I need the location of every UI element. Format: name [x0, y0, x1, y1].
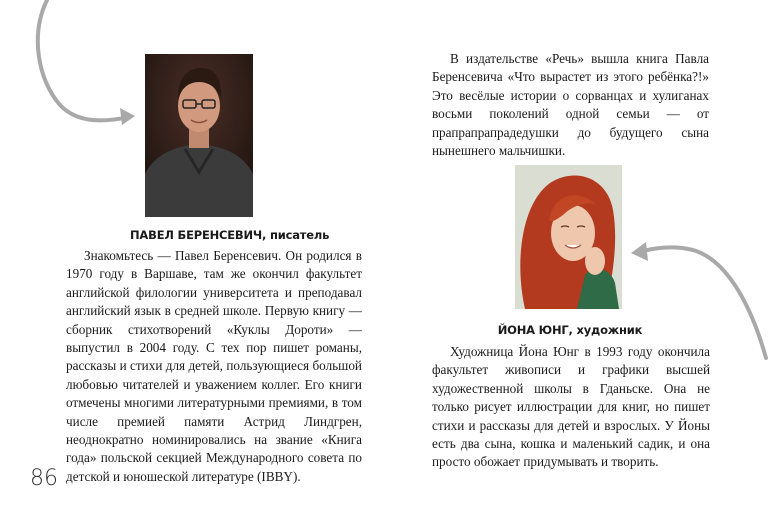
author-photo — [145, 54, 253, 217]
curved-arrow-icon — [20, 0, 140, 135]
illustrator-name: ЙОНА ЮНГ, — [497, 323, 573, 337]
author-role: писатель — [270, 228, 330, 242]
page-number: 86 — [30, 466, 58, 491]
author-bio: Знакомьтесь — Павел Беренсевич. Он родился в 1970 году в Варшаве, там же окончил факультет английской филологии университета и преподавал английский язык в средней школе. Первую книгу — сборник стихотворений «Куклы Дороти» — выпустил в 2004 году. С тех пор пишет романы, рассказы и стихи для детей, пользующиеся большой любовью читателей и уважением коллег. Его книги отмечены многими литературными премиями, в том числе премией памяти Астрид Линдгрен, неоднократно номинировались на звание «Книга года» польской секцией Международного совета по детской и юношеской литературе (IBBY). — [66, 248, 362, 484]
illustrator-photo — [515, 165, 622, 309]
illustrator-heading — [490, 323, 650, 337]
book-announcement: В издательстве «Речь» вышла книга Павла Беренсевича «Что вырастет из этого ребёнка?!» Это весёлые истории о сорванцах и хулиганах восьми поколений одной семьи — от прапрапрапрадедушки до будущего сына нынешнего мальчишки. — [432, 51, 709, 159]
illustrator-role: художник — [576, 323, 643, 337]
illustrator-bio: Художница Йона Юнг в 1993 году окончила факультет живописи и графики высшей художественной школы в Гданьске. Она не только рисует иллюстрации для книг, но пишет стихи и рассказы для детей и взрослых. У Йоны есть два сына, кошка и маленький садик, и она просто обожает придумывать и творить. — [432, 344, 710, 470]
author-heading — [130, 228, 330, 242]
author-name: ПАВЕЛ БЕРЕНСЕВИЧ, — [130, 228, 267, 242]
